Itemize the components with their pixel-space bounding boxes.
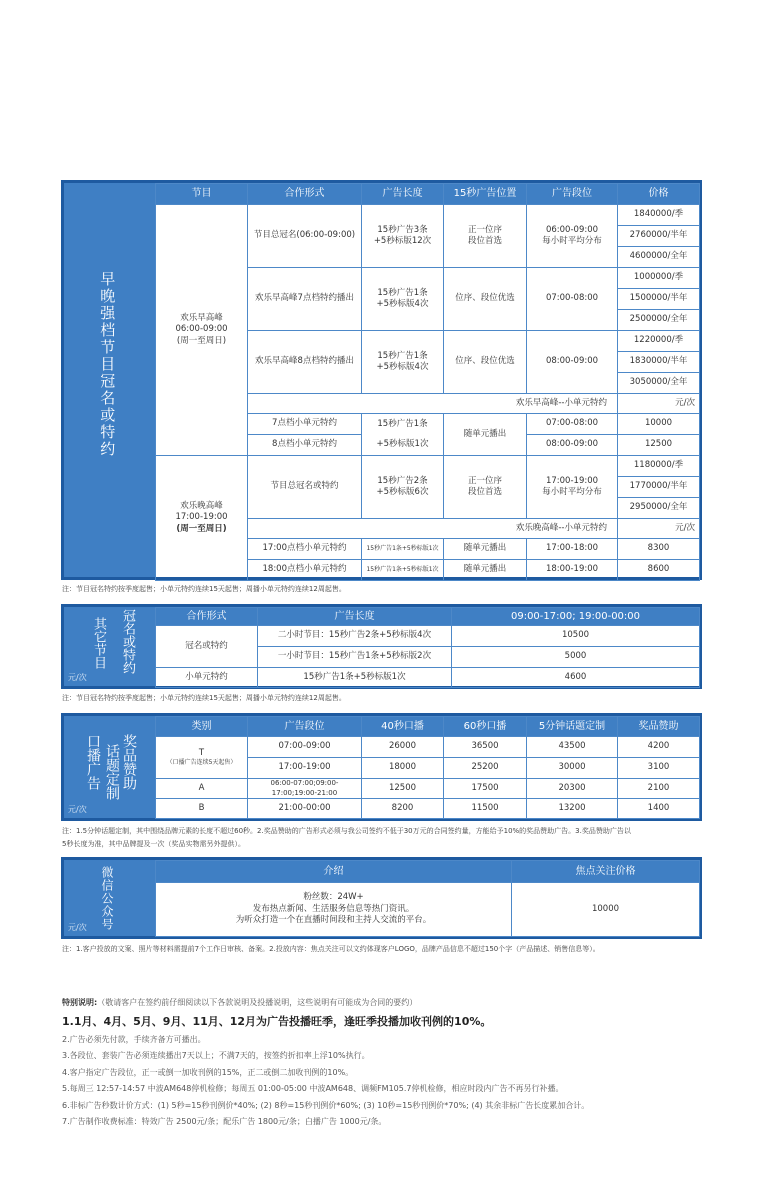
length-cell: 15秒广告2条 +5秒标版6次 bbox=[362, 456, 444, 519]
position-cell: 正一位序 段位首选 bbox=[444, 456, 527, 519]
segment-cell: 07:00-08:00 bbox=[527, 268, 618, 331]
unit-label: 元/次 bbox=[618, 519, 700, 539]
form-cell: 欢乐早高峰8点档特约播出 bbox=[248, 331, 362, 394]
form-cell: 冠名或特约 bbox=[156, 626, 258, 668]
morning-side-text: 早晚强档节目冠名或特约 bbox=[98, 271, 117, 458]
header-prize: 奖品赞助 bbox=[618, 717, 700, 737]
position-cell: 随单元播出 bbox=[444, 560, 527, 581]
price-cell: 1770000/半年 bbox=[618, 477, 700, 498]
wechat-note: 注：1.客户投放的文案、照片等材料需提前7个工作日审核、备案。2.投放内容：焦点关注可以文约体现客户LOGO，品牌产品信息不超过150个字（产品描述、销售信息等）。 bbox=[62, 945, 600, 953]
segment-cell: 08:00-09:00 bbox=[527, 331, 618, 394]
special-title-line: 特别说明:（敬请客户在签约前仔细阅读以下各款说明及投播说明，这些说明有可能成为合同的要约） bbox=[62, 998, 418, 1007]
oral-note-1: 注：1.5分钟话题定制，其中围绕品牌元素的长度不超过60秒。2.奖品赞助的广告形式必须与我公司签约不低于30万元的合同签约量，方能给予10%的奖品赞助广告。3.奖品赞助广告以 bbox=[62, 827, 631, 835]
price-cell: 1180000/季 bbox=[618, 456, 700, 477]
oral-note-2: 5秒长度为准，其中品牌提及一次（奖品实物需另外提供）。 bbox=[62, 840, 245, 848]
length-cell: 15秒广告1条+5秒标版1次 bbox=[362, 560, 444, 581]
unit-label: 元/次 bbox=[618, 394, 700, 414]
segment-cell: 08:00-09:00 bbox=[527, 435, 618, 456]
price-cell: 1840000/季 bbox=[618, 205, 700, 226]
segment-cell: 17:00-19:00 bbox=[248, 758, 362, 779]
price-cell: 2950000/全年 bbox=[618, 498, 700, 519]
category-b: B bbox=[156, 799, 248, 819]
length-cell: 15秒广告3条 +5秒标版12次 bbox=[362, 205, 444, 268]
header-focus-price: 焦点关注价格 bbox=[512, 861, 700, 883]
special-notes bbox=[62, 995, 742, 1131]
special-line-7: 7.广告制作收费标准：特效广告 2500元/条；配乐广告 1800元/条；白播广告 1000元/条。 bbox=[62, 1117, 387, 1126]
header-intro: 介绍 bbox=[156, 861, 512, 883]
wechat-table bbox=[155, 860, 700, 937]
price-cell: 12500 bbox=[362, 779, 444, 799]
segment-cell: 06:00-07:00;09:00-17:00;19:00-21:00 bbox=[248, 779, 362, 799]
price-cell: 43500 bbox=[527, 737, 618, 758]
morning-small-title: 欢乐早高峰--小单元特约 bbox=[248, 394, 618, 414]
program-morning: 欢乐早高峰 06:00-09:00 (周一至周日) bbox=[156, 205, 248, 456]
price-cell: 4600000/全年 bbox=[618, 247, 700, 268]
oral-panel bbox=[61, 713, 702, 821]
other-table bbox=[155, 607, 700, 688]
length-cell: +5秒标版1次 bbox=[362, 435, 444, 456]
category-t: T （口播广告连续5天起售） bbox=[156, 737, 248, 779]
header-segment: 广告段位 bbox=[248, 717, 362, 737]
form-cell: 17:00点档小单元特约 bbox=[248, 539, 362, 560]
header-form: 合作形式 bbox=[156, 608, 258, 626]
special-line-6: 6.非标广告秒数计价方式：(1) 5秒=15秒刊例价*40%; (2) 8秒=15秒刊例价*60%; (3) 10秒=15秒刊例价*70%; (4) 其余非标广告长度累加合计。 bbox=[62, 1100, 590, 1110]
header-category: 类别 bbox=[156, 717, 248, 737]
special-line-2: 2.广告必须先付款，手续齐备方可播出。 bbox=[62, 1034, 206, 1044]
wechat-side-label: 微信公众号 元/次 bbox=[64, 860, 155, 936]
length-cell: 15秒广告1条 bbox=[362, 414, 444, 435]
length-cell: 15秒广告1条 +5秒标版4次 bbox=[362, 268, 444, 331]
price-cell: 20300 bbox=[527, 779, 618, 799]
form-cell: 7点档小单元特约 bbox=[248, 414, 362, 435]
position-cell: 位序、段位优选 bbox=[444, 331, 527, 394]
wechat-panel bbox=[61, 857, 702, 939]
price-cell: 2100 bbox=[618, 779, 700, 799]
length-cell: 15秒广告1条+5秒标版1次 bbox=[362, 539, 444, 560]
length-cell: 15秒广告1条 +5秒标版4次 bbox=[362, 331, 444, 394]
price-cell: 2760000/半年 bbox=[618, 226, 700, 247]
program-evening: 欢乐晚高峰 17:00-19:00 (周一至周日) bbox=[156, 456, 248, 581]
price-cell: 3050000/全年 bbox=[618, 373, 700, 394]
price-cell: 8300 bbox=[618, 539, 700, 560]
header-length: 广告长度 bbox=[362, 184, 444, 205]
position-cell: 位序、段位优选 bbox=[444, 268, 527, 331]
special-line-4: 4.客户指定广告段位，正一或倒一加收刊例的15%，正二或倒二加收刊例的10%。 bbox=[62, 1067, 354, 1077]
header-length: 广告长度 bbox=[258, 608, 452, 626]
price-cell: 18000 bbox=[362, 758, 444, 779]
category-a: A bbox=[156, 779, 248, 799]
price-cell: 8600 bbox=[618, 560, 700, 581]
price-cell: 26000 bbox=[362, 737, 444, 758]
form-cell: 8点档小单元特约 bbox=[248, 435, 362, 456]
other-note: 注：节目冠名特约按季度起售；小单元特约连续15天起售；周播小单元特约连续12周起售。 bbox=[62, 694, 346, 702]
header-segment: 广告段位 bbox=[527, 184, 618, 205]
price-cell: 1000000/季 bbox=[618, 268, 700, 289]
segment-cell: 07:00-08:00 bbox=[527, 414, 618, 435]
morning-panel bbox=[61, 180, 702, 580]
price-cell: 1220000/季 bbox=[618, 331, 700, 352]
wechat-intro: 粉丝数：24W+ 发布热点新闻、生活服务信息等热门资讯。 为听众打造一个在直播时间段和主持人交流的平台。 bbox=[156, 883, 512, 937]
price-cell: 25200 bbox=[444, 758, 527, 779]
price-cell: 2500000/全年 bbox=[618, 310, 700, 331]
form-cell: 欢乐早高峰7点档特约播出 bbox=[248, 268, 362, 331]
header-form: 合作形式 bbox=[248, 184, 362, 205]
price-cell: 10500 bbox=[452, 626, 700, 647]
other-side-label: 冠名或特约 其它节目 元/次 bbox=[64, 607, 155, 686]
position-cell: 随单元播出 bbox=[444, 539, 527, 560]
price-cell: 5000 bbox=[452, 647, 700, 668]
price-cell: 3100 bbox=[618, 758, 700, 779]
price-cell: 36500 bbox=[444, 737, 527, 758]
price-cell: 1830000/半年 bbox=[618, 352, 700, 373]
morning-note: 注：节目冠名特约按季度起售；小单元特约连续15天起售；周播小单元特约连续12周起售。 bbox=[62, 585, 346, 593]
price-cell: 11500 bbox=[444, 799, 527, 819]
evening-small-title: 欢乐晚高峰--小单元特约 bbox=[248, 519, 618, 539]
price-cell: 4600 bbox=[452, 668, 700, 688]
price-cell: 1500000/半年 bbox=[618, 289, 700, 310]
header-60s: 60秒口播 bbox=[444, 717, 527, 737]
length-cell: 一小时节目：15秒广告1条+5秒标版2次 bbox=[258, 647, 452, 668]
oral-table bbox=[155, 716, 700, 819]
segment-cell: 17:00-18:00 bbox=[527, 539, 618, 560]
form-cell: 18:00点档小单元特约 bbox=[248, 560, 362, 581]
header-40s: 40秒口播 bbox=[362, 717, 444, 737]
segment-cell: 06:00-09:00 每小时平均分布 bbox=[527, 205, 618, 268]
price-cell: 1400 bbox=[618, 799, 700, 819]
segment-cell: 07:00-09:00 bbox=[248, 737, 362, 758]
length-cell: 15秒广告1条+5秒标版1次 bbox=[258, 668, 452, 688]
oral-side-label: 奖品赞助 话题定制 口播广告 元/次 bbox=[64, 716, 155, 818]
morning-side-label bbox=[64, 183, 155, 577]
morning-table bbox=[155, 183, 700, 581]
price-cell: 17500 bbox=[444, 779, 527, 799]
position-cell: 正一位序 段位首选 bbox=[444, 205, 527, 268]
price-cell: 4200 bbox=[618, 737, 700, 758]
header-time: 09:00-17:00; 19:00-00:00 bbox=[452, 608, 700, 626]
header-position: 15秒广告位置 bbox=[444, 184, 527, 205]
position-cell: 随单元播出 bbox=[444, 414, 527, 456]
segment-cell: 18:00-19:00 bbox=[527, 560, 618, 581]
form-cell: 小单元特约 bbox=[156, 668, 258, 688]
header-program: 节目 bbox=[156, 184, 248, 205]
price-cell: 30000 bbox=[527, 758, 618, 779]
price-cell: 12500 bbox=[618, 435, 700, 456]
header-price: 价格 bbox=[618, 184, 700, 205]
other-panel bbox=[61, 604, 702, 689]
special-line-5: 5.每周三 12:57-14:57 中波AM648停机检修；每周五 01:00-05:00 中波AM648、调频FM105.7停机检修，相应时段内广告不再另行补播。 bbox=[62, 1084, 564, 1093]
wechat-price: 10000 bbox=[512, 883, 700, 937]
special-line-3: 3.各段位、套装广告必须连续播出7天以上；不满7天的，按签约折扣率上浮10%执行。 bbox=[62, 1051, 370, 1060]
price-cell: 8200 bbox=[362, 799, 444, 819]
segment-cell: 21:00-00:00 bbox=[248, 799, 362, 819]
special-line-1: 1.1月、4月、5月、9月、11月、12月为广告投播旺季，逢旺季投播加收刊例的10%。 bbox=[62, 1014, 492, 1028]
form-cell: 节目总冠名(06:00-09:00) bbox=[248, 205, 362, 268]
price-cell: 13200 bbox=[527, 799, 618, 819]
form-cell: 节目总冠名或特约 bbox=[248, 456, 362, 519]
length-cell: 二小时节目：15秒广告2条+5秒标版4次 bbox=[258, 626, 452, 647]
segment-cell: 17:00-19:00 每小时平均分布 bbox=[527, 456, 618, 519]
price-cell: 10000 bbox=[618, 414, 700, 435]
header-5min: 5分钟话题定制 bbox=[527, 717, 618, 737]
